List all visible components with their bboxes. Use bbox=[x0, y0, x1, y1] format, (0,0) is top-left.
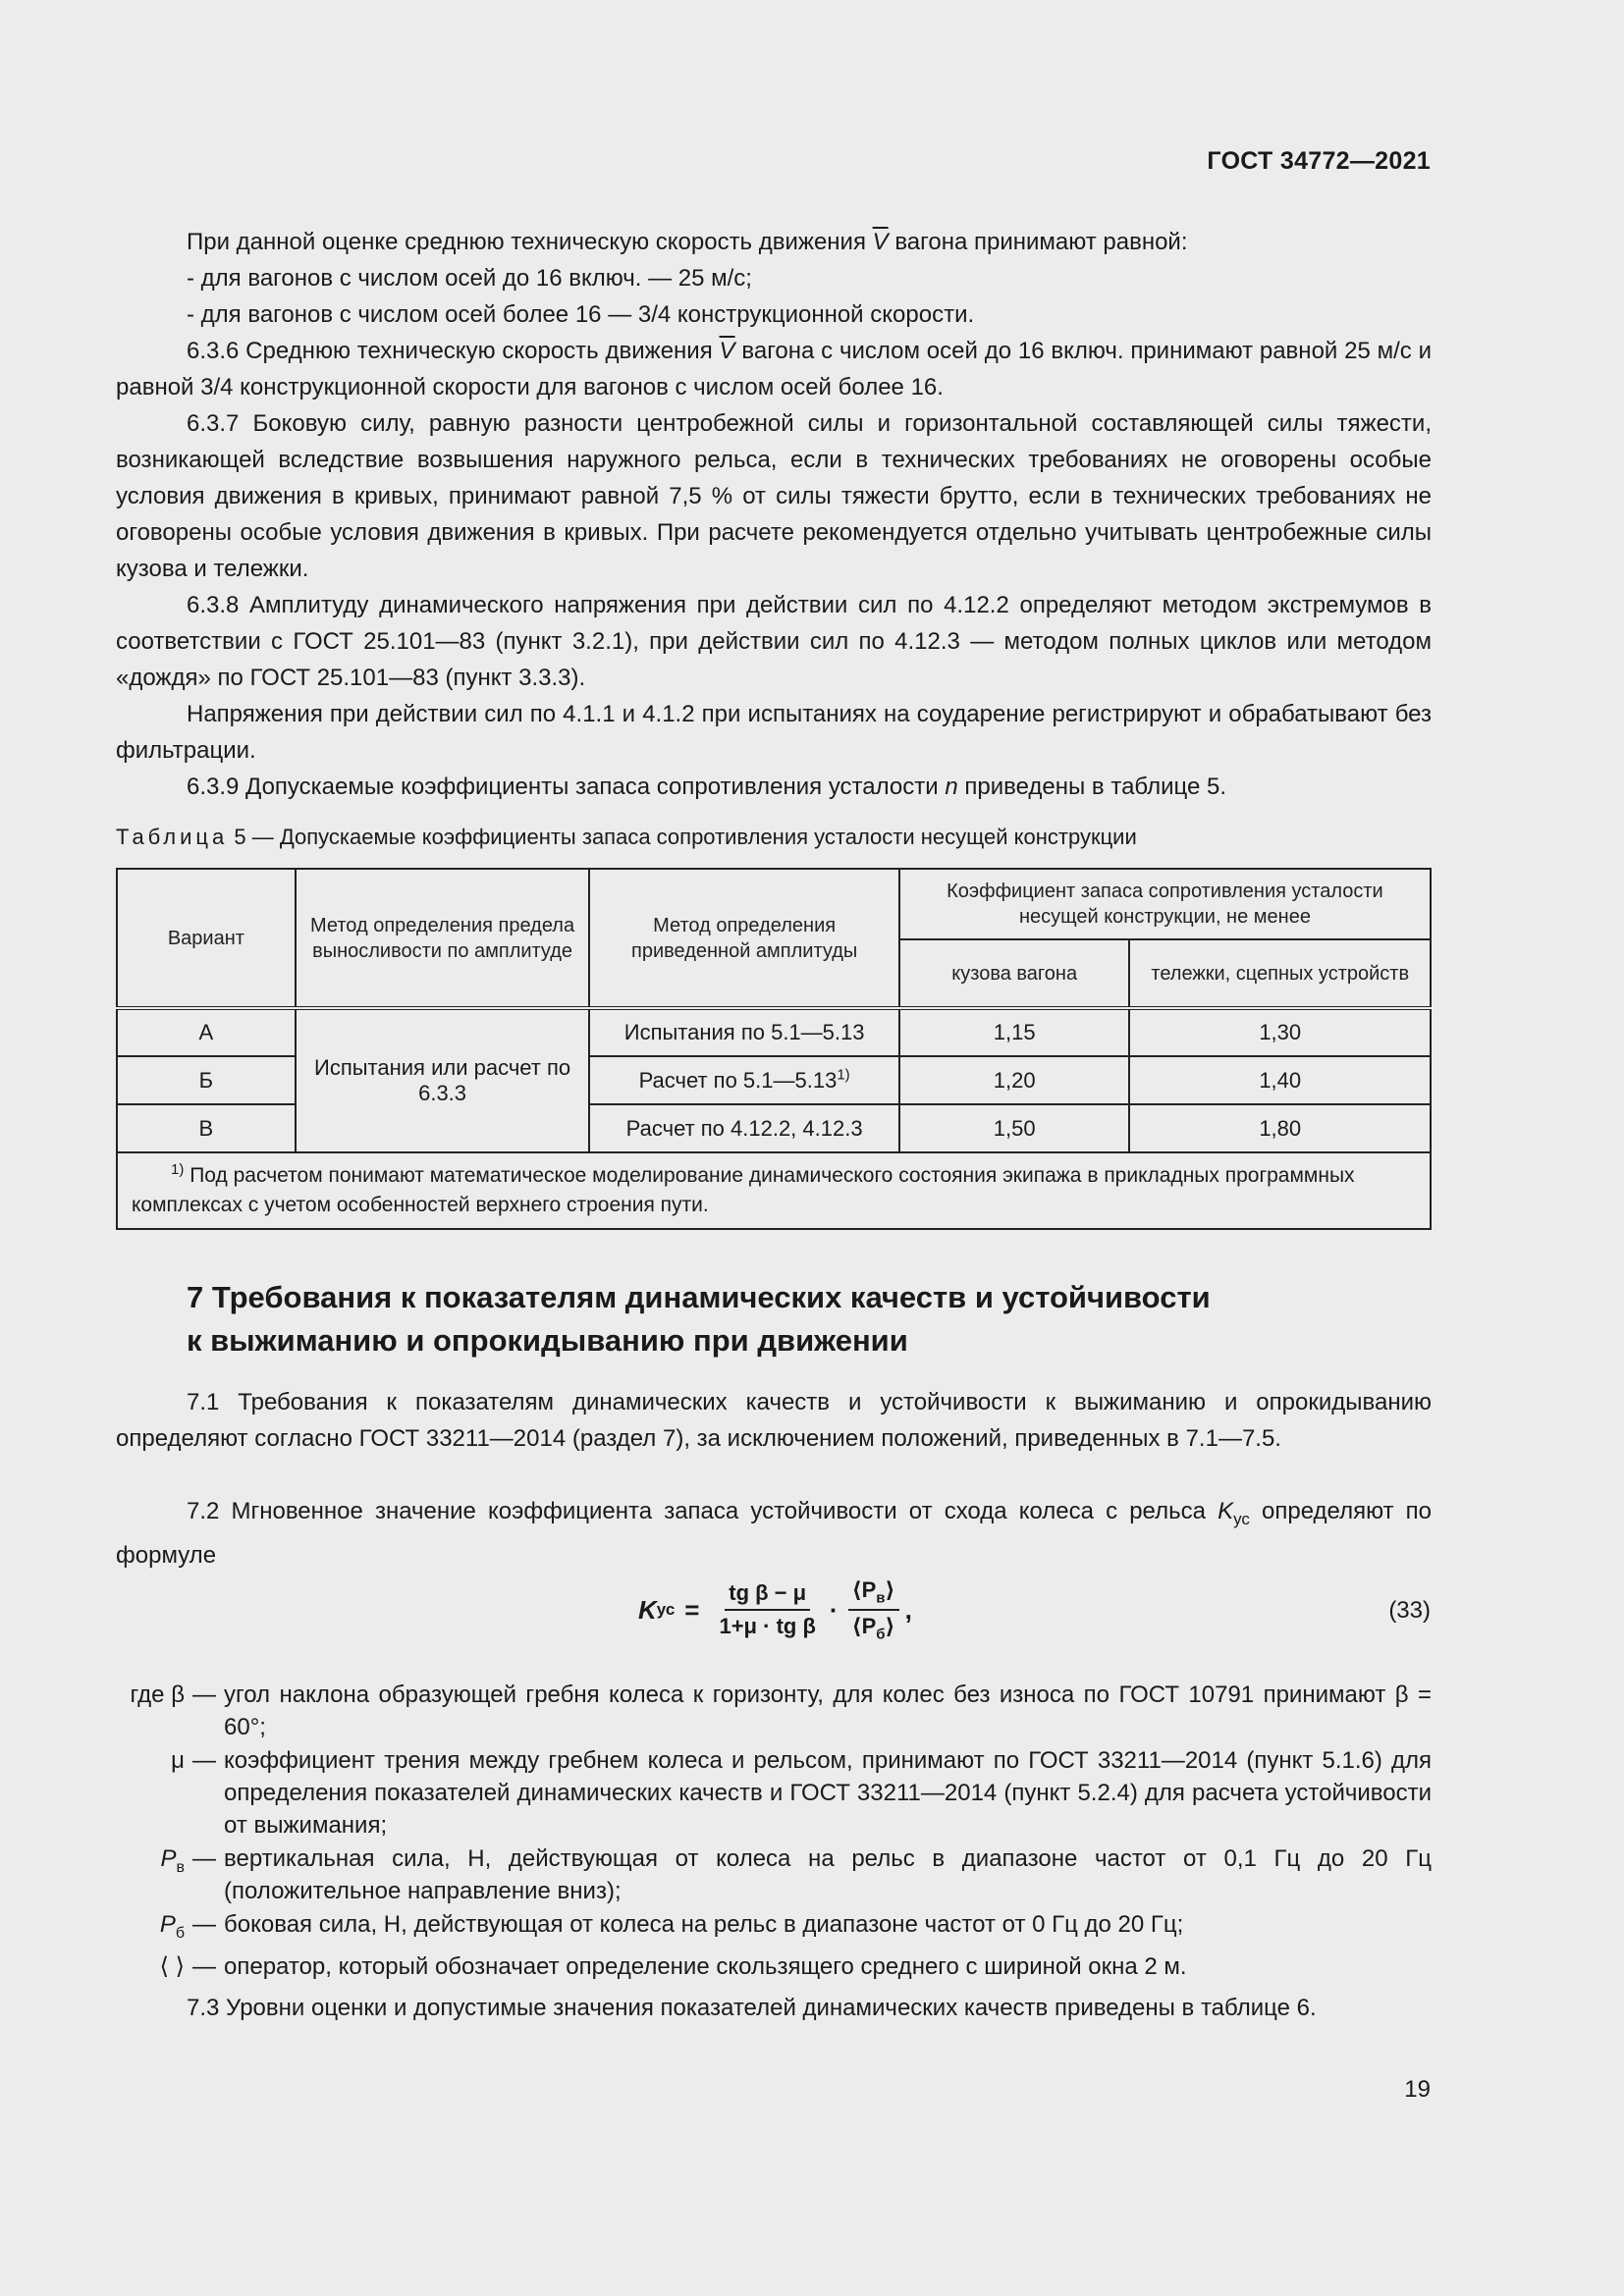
paragraph-6-3-8: 6.3.8 Амплитуду динамического напряжения при действии сил по 4.12.2 определяют методом экстремумов в соответствии с ГОСТ 25.101—83 (пункт 3.2.1), при действии сил по 4.12.3 — методом полных циклов или методом «дождя» по ГОСТ 25.101—83 (пункт 3.3.3). bbox=[116, 592, 1432, 691]
header-body: кузова вагона bbox=[899, 939, 1130, 1008]
header-bogie: тележки, сцепных устройств bbox=[1129, 939, 1431, 1008]
header-coefficient: Коэффициент запаса сопротивления усталости несущей конструкции, не менее bbox=[899, 869, 1431, 939]
table-row: А Испытания или расчет по 6.3.3 Испытания по 5.1—5.13 1,15 1,30 bbox=[117, 1008, 1431, 1056]
paragraph-6-3-6: 6.3.6 Среднюю техническую скорость движения $\overline{V}$ вагона с числом осей до 16 включ. принимают равной 25 м/с и равной 3/4 конструкционной скорости для вагонов с числом осей более 16. bbox=[116, 338, 1433, 400]
intro-line: При данной оценке среднюю техническую скорость движения $\overline{V}$ вагона принимают равной: bbox=[187, 229, 1188, 255]
definitions-list bbox=[116, 1679, 1432, 1984]
section-7-heading: 7 Требования к показателям динамических качеств и устойчивости к выжиманию и опрокидыванию при движении bbox=[187, 1280, 1211, 1358]
header-method-amplitude: Метод определения приведенной амплитуды bbox=[589, 869, 899, 1008]
header-method-limit: Метод определения предела выносливости по амплитуде bbox=[296, 869, 590, 1008]
document-id: ГОСТ 34772—2021 bbox=[1207, 147, 1431, 175]
formula-33: K ус = $\frac{\text{tg β − μ}}{\text{1+μ · tg β}}$ · $\frac{⟨P_в⟩}{⟨P_б⟩}$ , bbox=[638, 1576, 912, 1643]
bullet-2: - для вагонов с числом осей более 16 — 3/4 конструкционной скорости. bbox=[187, 301, 975, 328]
header-variant: Вариант bbox=[117, 869, 296, 1008]
definition-mu: μ — коэффициент трения между гребнем колеса и рельсом, принимают по ГОСТ 33211—2014 (пункт 5.1.6) для определения показателей динамических качеств и ГОСТ 33211—2014 (пункт 5.2.4) для расчета устойчивости от выжимания; bbox=[171, 1747, 1432, 1839]
v-symbol: $\overline{V}$ bbox=[872, 229, 889, 255]
paragraph-7-2: 7.2 Мгновенное значение коэффициента запаса устойчивости от схода колеса с рельса $K_{ус}$ определяют по формуле bbox=[116, 1498, 1432, 1569]
table-footnote-row: $^{1)}$ Под расчетом понимают математическое моделирование динамического состояния экипажа в прикладных программных комплексах с учетом особенностей верхнего строения пути. bbox=[117, 1152, 1431, 1229]
paragraph-6-3-8-b: Напряжения при действии сил по 4.1.1 и 4.1.2 при испытаниях на соударение регистрируют и обрабатывают без фильтрации. bbox=[116, 701, 1432, 764]
fraction-friction: $\frac{\text{tg β − μ}}{\text{1+μ · tg β}}$ bbox=[719, 1580, 816, 1638]
table-footnote: Под расчетом понимают математическое моделирование динамического состояния экипажа в прикладных программных комплексах с учетом особенностей верхнего строения пути. bbox=[132, 1164, 1355, 1216]
merged-method-cell: Испытания или расчет по 6.3.3 bbox=[296, 1008, 590, 1152]
footnote-ref: 1) bbox=[837, 1066, 850, 1084]
table-row: Б Расчет по 5.1—5.13$^{1)}$ 1,20 1,40 bbox=[117, 1056, 1431, 1104]
fraction-forces: $\frac{⟨P_в⟩}{⟨P_б⟩}$ bbox=[848, 1577, 899, 1643]
definition-beta: где β — угол наклона образующей гребня колеса к горизонту, для колес без износа по ГОСТ 10791 принимают β = 60°; bbox=[130, 1682, 1432, 1740]
bullet-1: - для вагонов с числом осей до 16 включ. — 25 м/с; bbox=[187, 265, 752, 292]
paragraph-6-3-7: 6.3.7 Боковую силу, равную разности центробежной силы и горизонтальной составляющей силы тяжести, возникающей вследствие возвышения наружного рельса, если в технических требованиях не оговорены особые условия движения в кривых, принимают равной 7,5 % от силы тяжести брутто, если в технических требованиях не оговорены особые условия движения в кривых. При расчете рекомендуется отдельно учитывать центробежные силы кузова и тележки. bbox=[116, 410, 1432, 582]
table-5 bbox=[116, 868, 1432, 1230]
equation-number: (33) bbox=[1388, 1597, 1431, 1624]
page-number: 19 bbox=[1404, 2076, 1431, 2103]
table-5-caption: Таблица 5 — Допускаемые коэффициенты запаса сопротивления усталости несущей конструкции bbox=[116, 825, 1137, 849]
paragraph-7-1: 7.1 Требования к показателям динамических качеств и устойчивости к выжиманию и опрокидыванию определяют согласно ГОСТ 33211—2014 (раздел 7), за исключением положений, приведенных в 7.1—7.5. bbox=[116, 1389, 1432, 1452]
definition-operator: ⟨ ⟩ — оператор, который обозначает определение скользящего среднего с шириной окна 2 м. bbox=[159, 1952, 1187, 1980]
table-row: В Расчет по 4.12.2, 4.12.3 1,50 1,80 bbox=[117, 1104, 1431, 1152]
paragraph-7-3: 7.3 Уровни оценки и допустимые значения показателей динамических качеств приведены в таблице 6. bbox=[187, 1995, 1317, 2021]
paragraph-6-3-9: 6.3.9 Допускаемые коэффициенты запаса сопротивления усталости n приведены в таблице 5. bbox=[187, 774, 1227, 800]
definition-p-vertical: $P_в$ — вертикальная сила, Н, действующая от колеса на рельс в диапазоне частот от 0,1 Гц до 20 Гц (положительное направление вниз); bbox=[160, 1845, 1432, 1904]
definition-p-lateral: $P_б$ — боковая сила, Н, действующая от колеса на рельс в диапазоне частот от 0 Гц до 20 Гц; bbox=[159, 1911, 1184, 1942]
